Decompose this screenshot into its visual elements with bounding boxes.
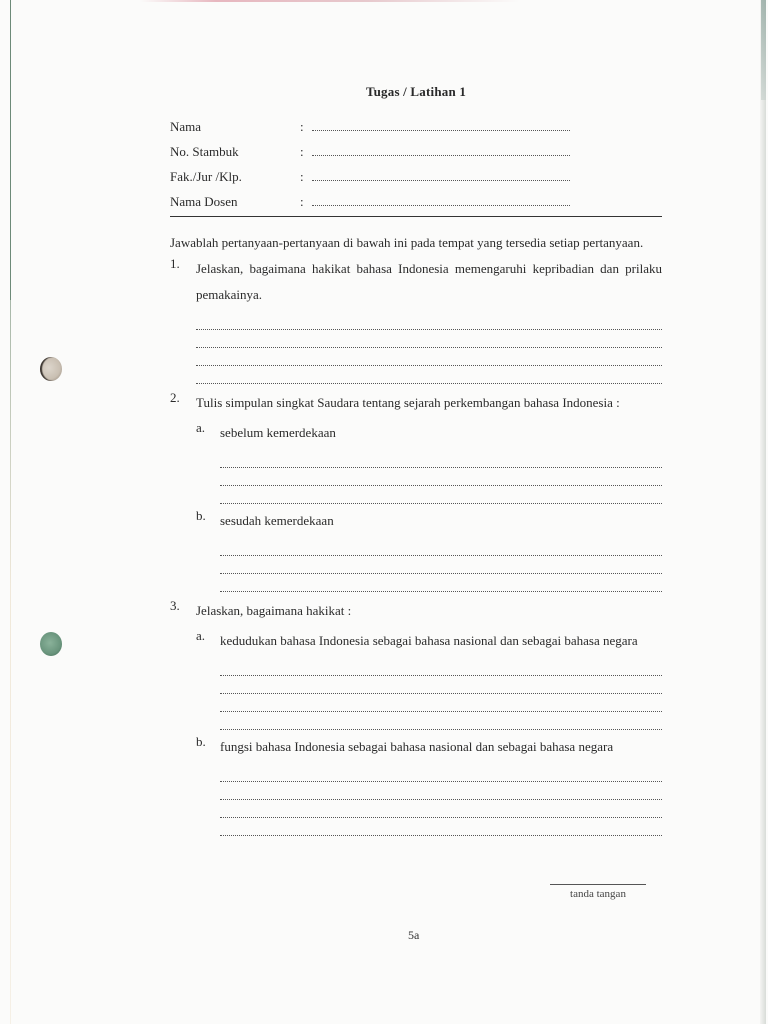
answer-input[interactable] [220,556,662,573]
question-3 [170,598,662,836]
sub-question-2a [196,420,662,504]
question-number: 1. [170,256,180,271]
answer-input[interactable] [220,694,662,711]
answer-input[interactable] [196,330,662,347]
answer-line[interactable] [220,712,662,730]
dosen-input[interactable] [312,198,570,208]
answer-input[interactable] [196,348,662,365]
question-body [196,390,662,592]
field-label-stambuk: No. Stambuk [170,144,239,159]
sub-question-letter: a. [196,628,206,643]
question-1 [170,256,662,384]
question-2 [170,390,662,592]
field-row-dosen [170,185,662,210]
answer-input[interactable] [220,574,662,591]
field-label-fakultas: Fak./Jur /Klp. [170,169,242,184]
paper-right-edge-shadow [761,0,766,100]
fakultas-input[interactable] [312,173,570,183]
sub-question-body [220,628,662,730]
student-info-fields [170,110,662,210]
answer-input[interactable] [220,712,662,729]
answer-input[interactable] [196,312,662,329]
worksheet [170,84,662,836]
answer-input[interactable] [220,486,662,503]
answer-input[interactable] [220,468,662,485]
paper-right-edge [760,0,766,1024]
sub-question-body [220,508,662,592]
field-colon: : [300,169,304,184]
field-colon: : [300,144,304,159]
sub-question-3b [196,734,662,836]
worksheet-title: Tugas / Latihan 1 [365,84,467,99]
field-label-nama: Nama [170,119,202,134]
question-text: Jelaskan, bagaimana hakikat bahasa Indonesia memengaruhi kepribadian dan prilaku pemakainya. [196,261,662,302]
answer-area-q3a [220,658,662,730]
answer-line[interactable] [220,694,662,712]
paper-left-edge-lower [10,300,11,1024]
field-row-stambuk [170,135,662,160]
signature-label: tanda tangan [570,888,626,900]
answer-input[interactable] [220,818,662,835]
question-body [196,598,662,836]
page-number: 5a [408,928,420,942]
answer-line[interactable] [220,676,662,694]
answer-line[interactable] [220,782,662,800]
question-text: Tulis simpulan singkat Saudara tentang sejarah perkembangan bahasa Indonesia : [196,395,620,410]
answer-line[interactable] [220,764,662,782]
sub-question-text: sebelum kemerdekaan [220,425,336,440]
answer-line[interactable] [220,556,662,574]
answer-line[interactable] [196,366,662,384]
question-body [196,256,662,384]
answer-input[interactable] [220,782,662,799]
answer-input[interactable] [220,764,662,781]
stambuk-input-line[interactable] [312,145,570,156]
sub-question-text: kedudukan bahasa Indonesia sebagai bahasa nasional dan sebagai bahasa negara [220,633,638,648]
sub-question-2b [196,508,662,592]
answer-input[interactable] [220,800,662,817]
answer-line[interactable] [220,450,662,468]
instruction-text: Jawablah pertanyaan-pertanyaan di bawah ini pada tempat yang tersedia setiap pertanyaan. [170,235,644,250]
field-row-nama [170,110,662,135]
field-colon: : [300,119,304,134]
answer-line[interactable] [220,486,662,504]
nama-input-line[interactable] [312,120,570,131]
sub-question-letter: b. [196,734,206,749]
sub-question-letter: a. [196,420,206,435]
answer-area-q3b [220,764,662,836]
fakultas-input-line[interactable] [312,170,570,181]
sub-question-text: sesudah kemerdekaan [220,513,334,528]
answer-line[interactable] [220,574,662,592]
sub-question-body [220,734,662,836]
answer-line[interactable] [196,312,662,330]
field-colon: : [300,194,304,209]
answer-area-q2b [220,538,662,592]
answer-input[interactable] [220,658,662,675]
answer-input[interactable] [220,538,662,555]
sub-question-text: fungsi bahasa Indonesia sebagai bahasa nasional dan sebagai bahasa negara [220,739,614,754]
field-label-dosen: Nama Dosen [170,194,238,209]
sub-question-body [220,420,662,504]
signature-line[interactable] [550,884,646,885]
stambuk-input[interactable] [312,148,570,158]
signature-block[interactable] [550,884,646,900]
answer-line[interactable] [220,818,662,836]
answer-area-q2a [220,450,662,504]
punch-hole-bottom [40,632,62,656]
paper-edge-mark [140,0,520,2]
answer-area-q1 [196,312,662,384]
answer-line[interactable] [220,800,662,818]
answer-line[interactable] [196,330,662,348]
paper-left-edge [10,0,11,300]
sub-question-3a [196,628,662,730]
nama-input[interactable] [312,123,570,133]
field-row-fakultas [170,160,662,185]
dosen-input-line[interactable] [312,195,570,206]
punch-hole-top [40,357,62,381]
question-text: Jelaskan, bagaimana hakikat : [196,603,352,618]
question-number: 3. [170,598,180,613]
question-number: 2. [170,390,180,405]
answer-line[interactable] [220,468,662,486]
answer-input[interactable] [196,366,662,383]
answer-line[interactable] [220,538,662,556]
answer-input[interactable] [220,676,662,693]
answer-line[interactable] [220,658,662,676]
header-divider [170,216,662,217]
sub-question-letter: b. [196,508,206,523]
answer-line[interactable] [196,348,662,366]
answer-input[interactable] [220,450,662,467]
